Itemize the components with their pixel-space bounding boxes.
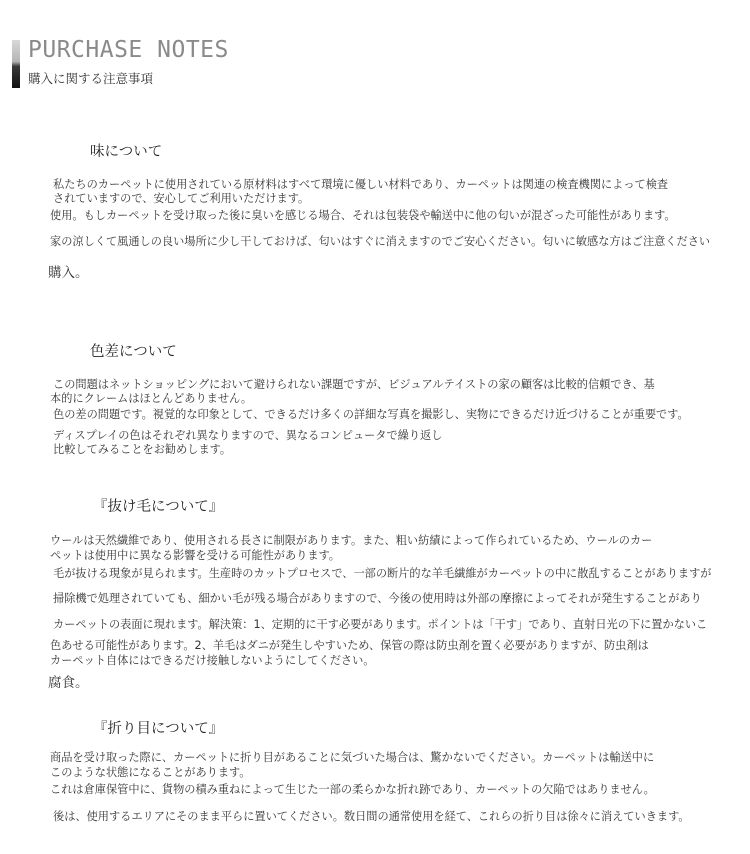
section-line: カーペットの表面に現れます。解決策：1、定期的に干す必要があります。ポイントは「干す」であり、直射日光の下に置かないこ <box>53 618 708 631</box>
section-line: 色の差の問題です。視覚的な印象として、できるだけ多くの詳細な写真を撮影し、実物にできるだけ近づけることが重要です。 <box>53 408 689 421</box>
section-title-shedding: 『抜け毛について』 <box>93 499 224 515</box>
section-line: 商品を受け取った際に、カーペットに折り目があることに気づいた場合は、驚かないでください。カーペットは輸送中に <box>50 751 655 764</box>
section-line: ウールは天然繊維であり、使用される長さに制限があります。また、粗い紡績によって作られているため、ウールのカー <box>50 534 653 547</box>
section-title-smell: 味について <box>90 144 163 160</box>
section-line: 色あせる可能性があります。2、羊毛はダニが発生しやすいため、保管の際は防虫剤を置く必要がありますが、防虫剤は <box>50 639 649 652</box>
section-line: 家の涼しくて風通しの良い場所に少し干しておけば、匂いはすぐに消えますのでご安心ください。匂いに敏感な方はご注意ください <box>50 235 711 248</box>
section-line: されていますので、安心してご利用いただけます。 <box>53 192 310 205</box>
section-title-creases: 『折り目について』 <box>93 721 224 737</box>
section-line: この問題はネットショッピングにおいて避けられない課題ですが、ビジュアルテイストの家の顧客は比較的信頼でき、基 <box>53 378 655 391</box>
page-subtitle: 購入に関する注意事項 <box>28 71 154 86</box>
section-line: 使用。もしカーペットを受け取った後に臭いを感じる場合、それは包装袋や輸送中に他の匂いが混ざった可能性があります。 <box>50 209 676 222</box>
section-line: 後は、使用するエリアにそのまま平らに置いてください。数日間の通常使用を経て、これらの折り目は徐々に消えていきます。 <box>53 810 690 823</box>
page-title: PURCHASE NOTES <box>28 37 229 63</box>
section-tail: 腐食。 <box>48 675 89 691</box>
section-line: 掃除機で処理されていても、細かい毛が残る場合がありますので、今後の使用時は外部の摩擦によってそれが発生することがあり <box>53 592 702 605</box>
section-line: 私たちのカーペットに使用されている原材料はすべて環境に優しい材料であり、カーペットは関連の検査機関によって検査 <box>53 178 669 191</box>
section-line: 本的にクレームはほとんどありません。 <box>50 392 253 405</box>
section-line: ペットは使用中に異なる影響を受ける可能性があります。 <box>50 549 340 562</box>
section-line: このような状態になることがあります。 <box>50 766 251 779</box>
section-line: ディスプレイの色はそれぞれ異なりますので、異なるコンピュータで繰り返し <box>53 429 443 442</box>
section-line: 毛が抜ける現象が見られます。生産時のカットプロセスで、一部の断片的な羊毛繊維がカーペットの中に散乱することがありますが <box>53 567 712 580</box>
header-accent-bar <box>12 40 20 88</box>
section-line: 比較してみることをお勧めします。 <box>53 443 232 456</box>
section-line: カーペット自体にはできるだけ接触しないようにしてください。 <box>50 654 375 667</box>
section-title-color-difference: 色差について <box>90 344 177 360</box>
section-tail: 購入。 <box>48 265 89 281</box>
section-line: これは倉庫保管中に、貨物の積み重ねによって生じた一部の柔らかな折れ跡であり、カーペットの欠陥ではありません。 <box>50 783 655 796</box>
